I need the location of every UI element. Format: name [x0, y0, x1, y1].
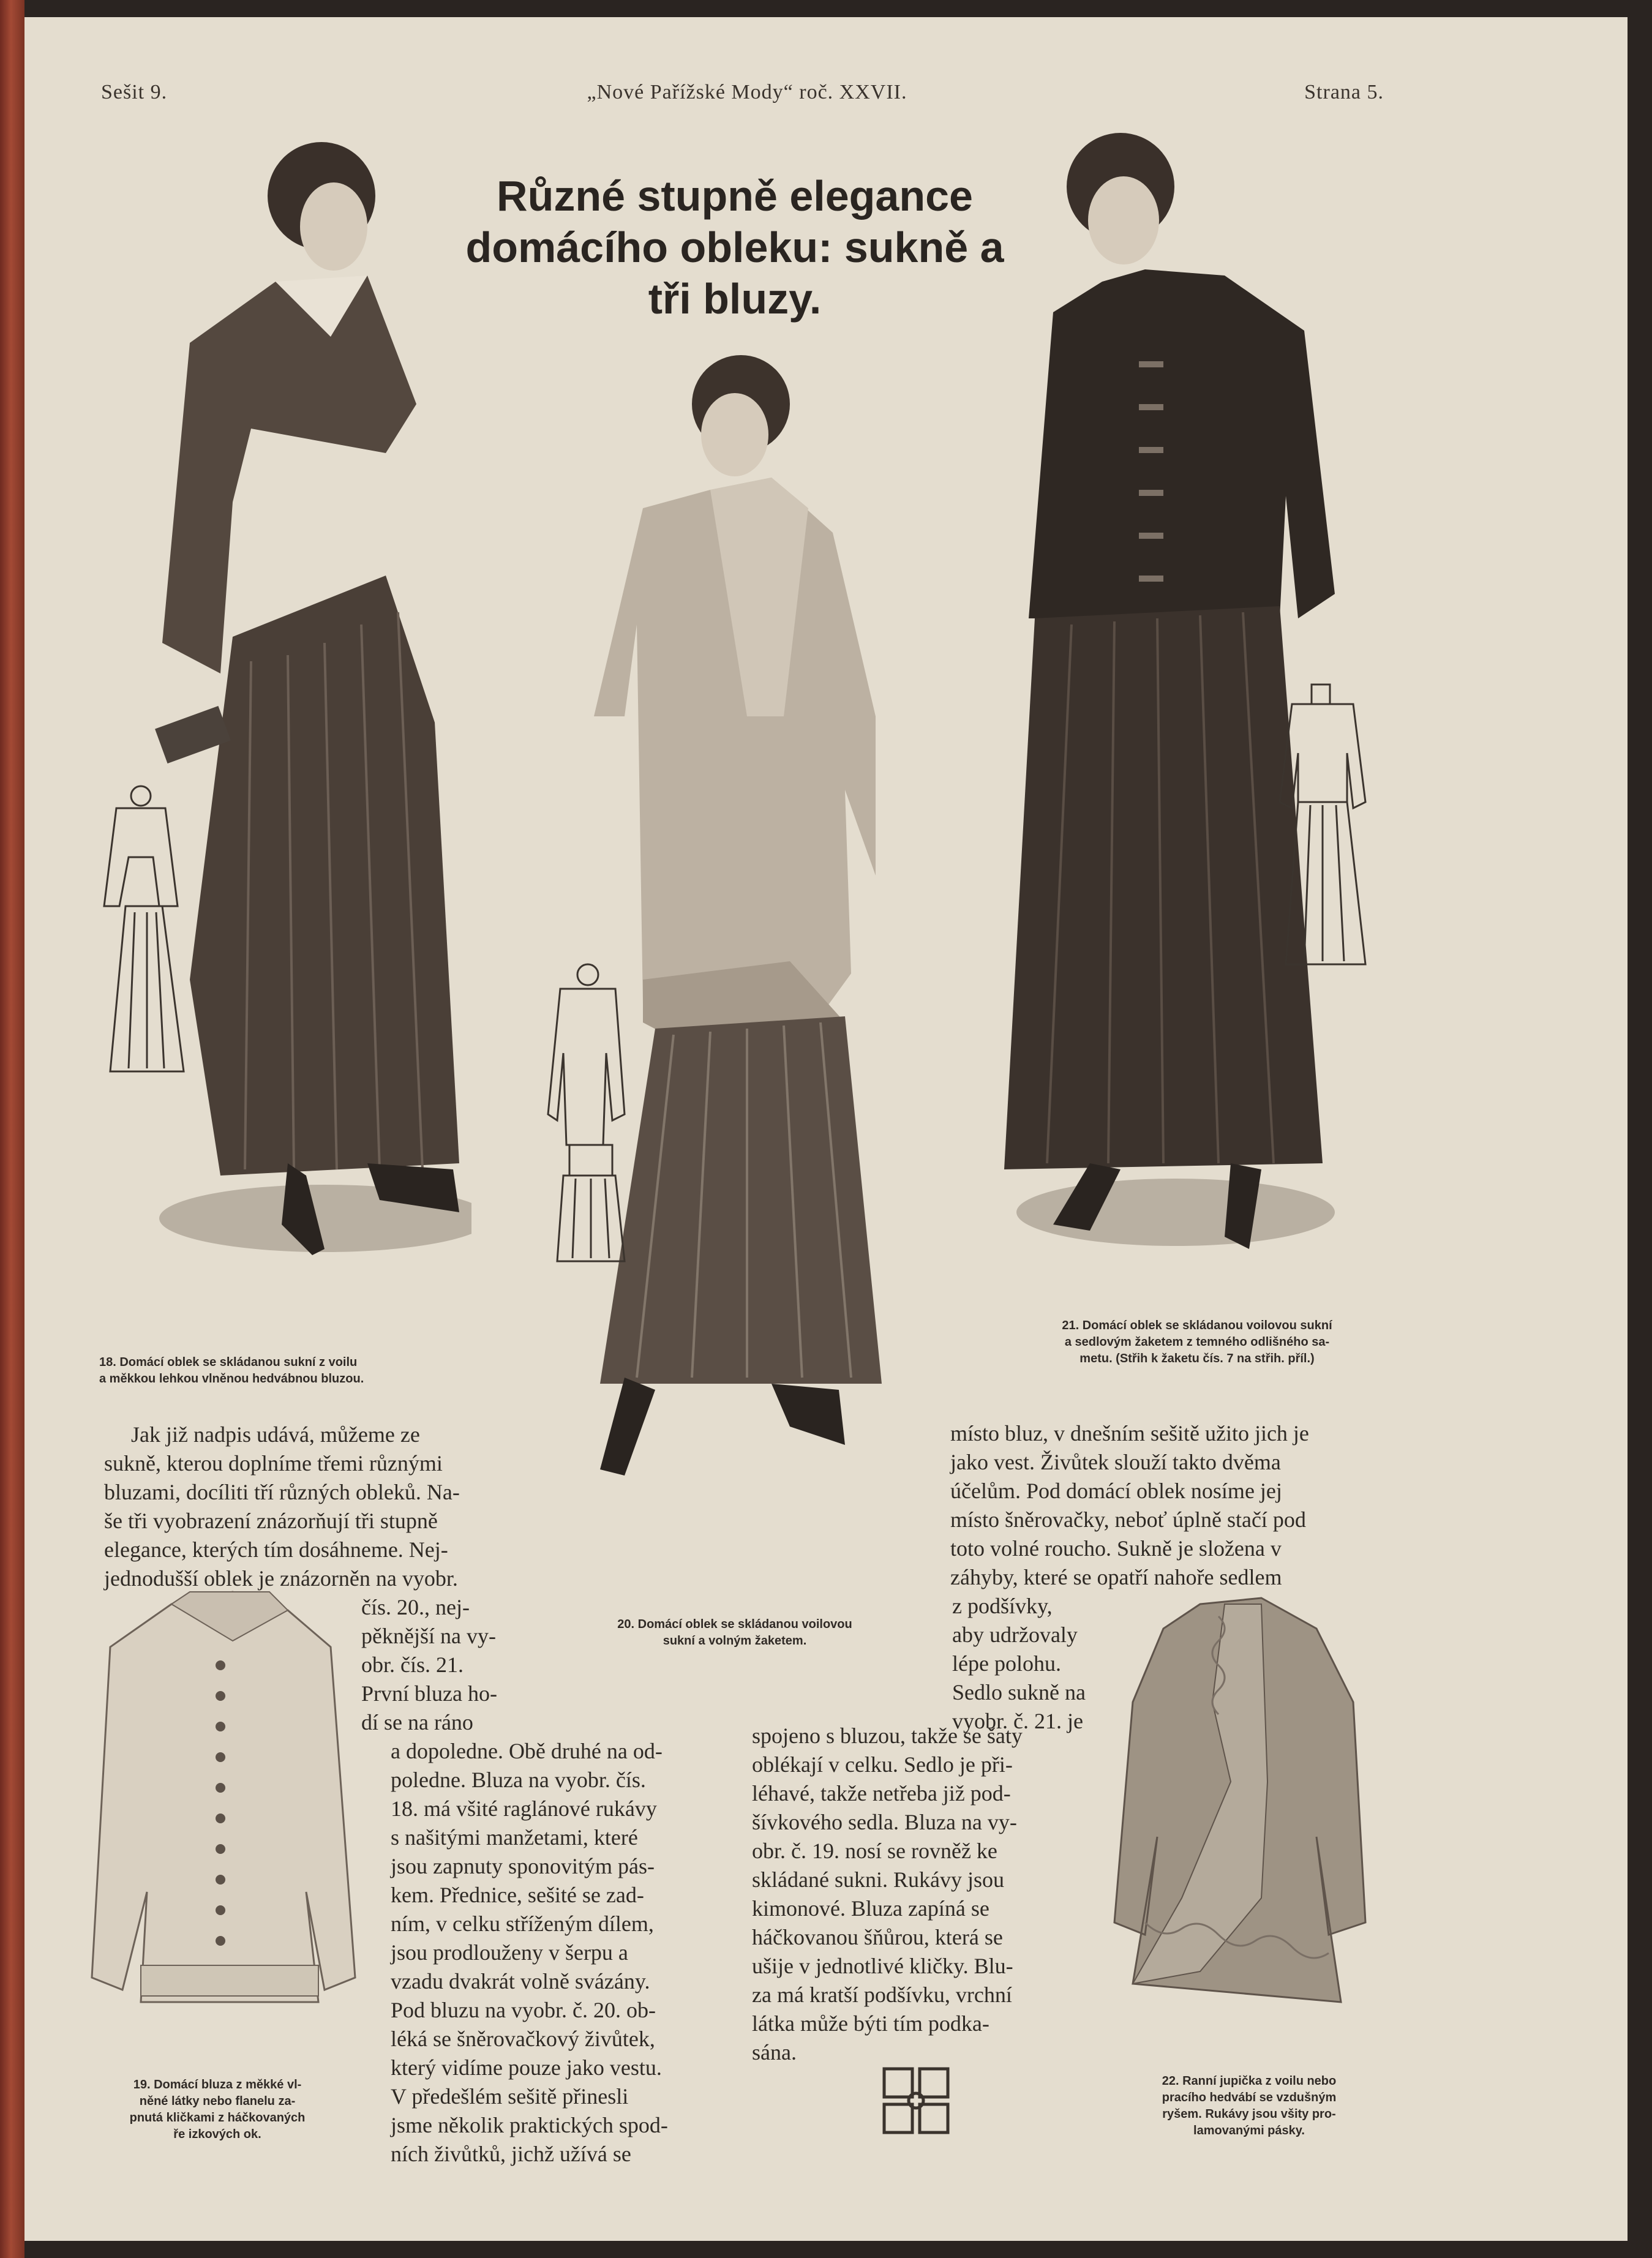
issue-number: Sešit 9. — [101, 81, 168, 103]
figure-22-jacket-illustration — [1108, 1580, 1372, 2008]
caption-figure-21: 21. Domácí oblek se skládanou voilovou sukní a sedlovým žaketem z temného odlišného sa- metu. (Střih k žaketu čís. 7 na střih. příl.) — [1062, 1319, 1332, 1365]
page-number: Strana 5. — [1304, 81, 1384, 103]
book-spine — [0, 0, 24, 2258]
caption-figure-20: 20. Domácí oblek se skládanou voilovou sukní a volným žaketem. — [617, 1618, 852, 1648]
article-column-1-narrow: čís. 20., nej- pěknější na vy- obr. čís. 21. První bluza ho- dí se na ráno — [361, 1595, 497, 1735]
figure-18-back-view — [92, 784, 196, 1078]
decorative-ornament-icon — [882, 2066, 950, 2135]
article-column-1-bottom: a dopoledne. Obě druhé na od- poledne. Bluza na vyobr. čís. 18. má všité raglánové rukávy s našitými manžetami, které jsou zapnuty sponovitým pás- kem. Přednice, sešité se zad- ním, v celku stříženým dílem, jsou prodlouženy v šerpu a vzadu dvakrát volně svázány. Pod bluzu na vyobr. č. 20. ob- léká se šněrovačkový živůtek, který vidíme pouze jako vestu. V předešlém sešitě přinesli jsme několik praktických spod- ních živůtků, jichž užívá se — [391, 1739, 668, 2166]
figure-18-illustration — [92, 135, 471, 1286]
figure-20-back-view — [539, 961, 637, 1267]
article-title: Různé stupně elegance domácího obleku: sukně a tři bluzy. — [465, 172, 1004, 323]
caption-figure-19: 19. Domácí bluza z měkké vl- něné látky nebo flanelu za- pnutá kličkami z háčkovaných ře izkových ok. — [129, 2078, 306, 2141]
article-column-2: spojeno s bluzou, takže se šaty oblékají v celku. Sedlo je při- léhavé, takže netřeba již pod- šívkového sedla. Bluza na vy- obr. č. 19. nosí se rovněž ke skládané sukni. Rukávy jsou kimonové. Bluza zapíná se háčkovanou šňůrou, která se ušije v jednotlivé kličky. Blu- za má kratší podšívku, vrchní látka může býti tím podka- sána. — [752, 1724, 1023, 2065]
magazine-title: „Nové Pařížské Mody“ roč. XXVII. — [587, 81, 907, 103]
figure-19-blouse-illustration — [86, 1586, 361, 2014]
article-column-1-top: Jak již nadpis udává, můžeme ze sukně, kterou doplníme třemi různými bluzami, docíliti tří různých obleků. Na- še tři vyobrazení znázorňují tři stupně elegance, kterých tím dosáhneme. Nej- jednodušší oblek je znázorněn na vyobr. — [104, 1422, 460, 1591]
article-column-3-top: místo bluz, v dnešním sešitě užito jich je jako vest. Živůtek slouží takto dvěma účelům. Pod domácí oblek nosíme jej místo šněrovačky, neboť úplně stačí pod toto volné roucho. Sukně je složena v záhyby, které se opatří nahoře sedlem — [950, 1421, 1309, 1589]
caption-figure-18: 18. Domácí oblek se skládanou sukní z voilu a měkkou lehkou vlněnou hedvábnou bluzou. — [99, 1356, 364, 1386]
caption-figure-22: 22. Ranní jupička z voilu nebo pracího hedvábí se vzdušným ryšem. Rukávy jsou všity pro- lamovanými pásky. — [1162, 2074, 1337, 2137]
figure-21-back-view — [1267, 680, 1378, 973]
article-column-3-narrow: z podšívky, aby udržovaly lépe polohu. Sedlo sukně na vyobr. č. 21. je — [952, 1594, 1086, 1733]
figure-20-illustration — [588, 349, 906, 1488]
